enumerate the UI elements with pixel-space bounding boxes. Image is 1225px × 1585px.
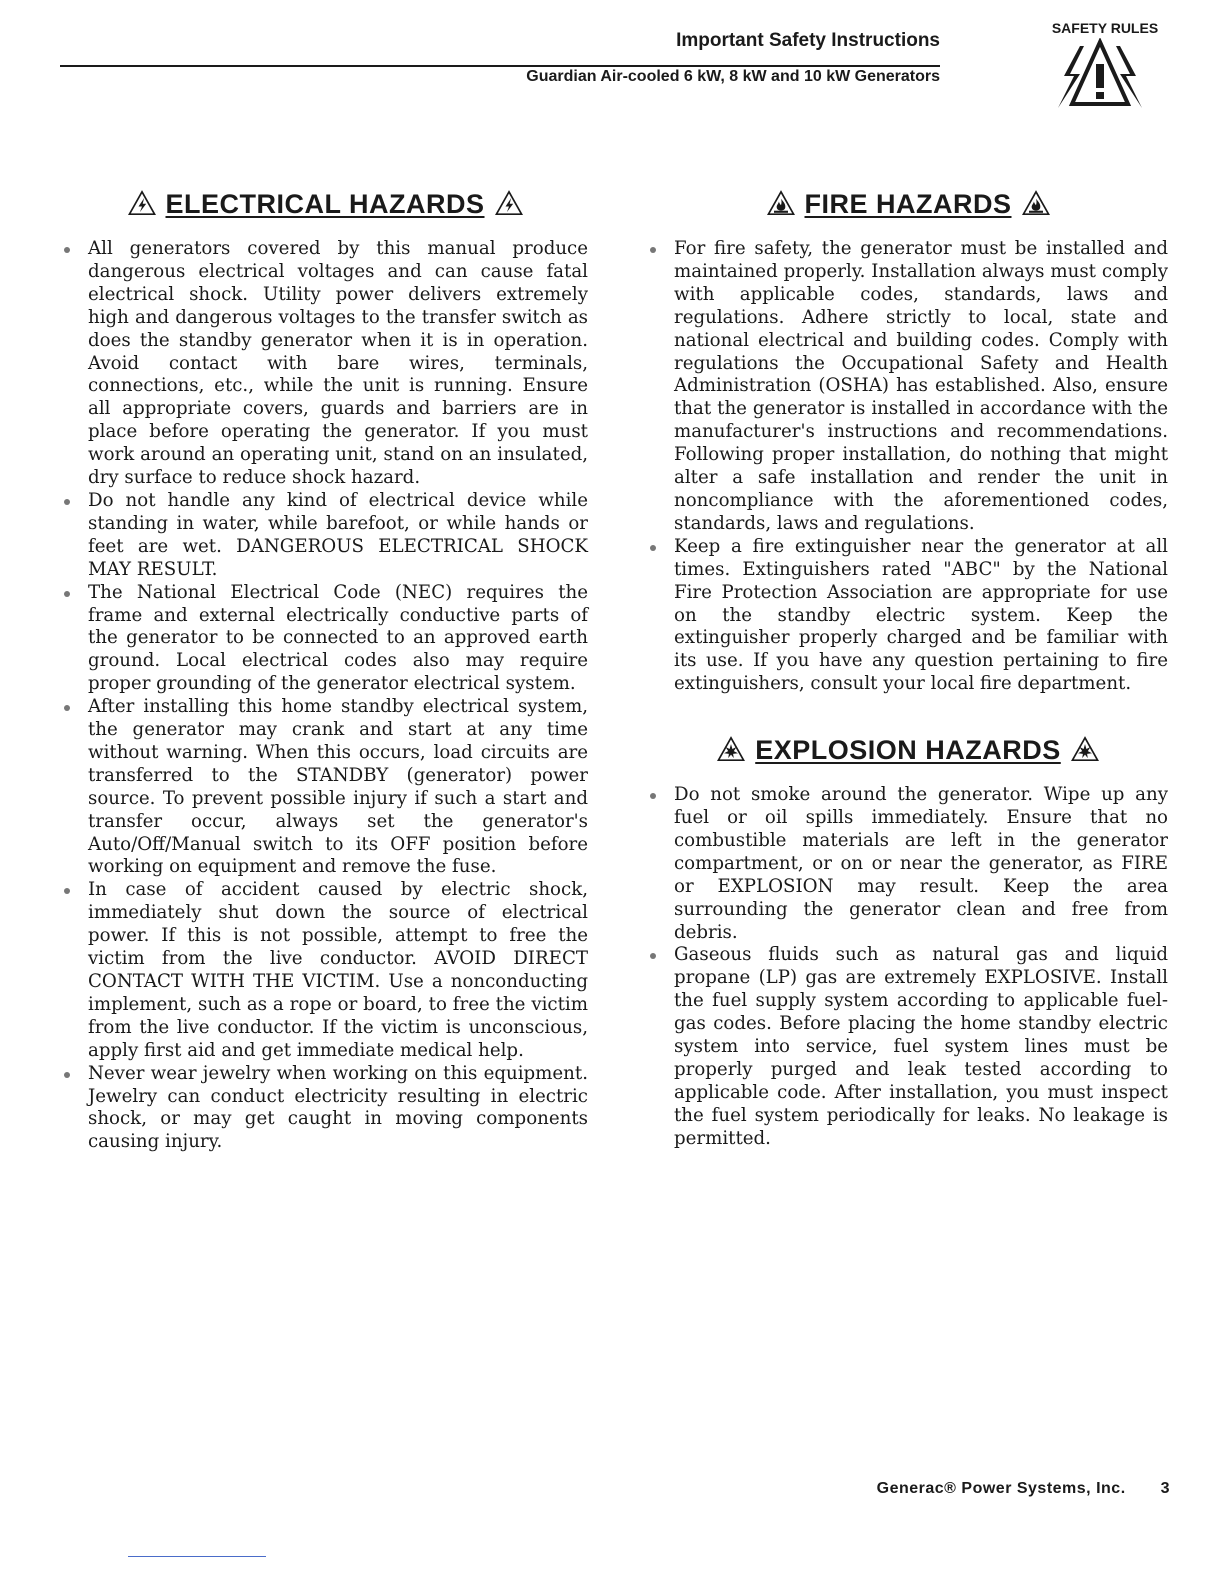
header-subtitle: Guardian Air-cooled 6 kW, 8 kW and 10 kW Generators: [526, 68, 940, 85]
list-item: For fire safety, the generator must be installed and maintained properly. Installation always must comply with applicable codes, standards, laws and regulations. Adhere strictly to local, state and national electrical and building codes. Comply with regulations the Occupational Safety and Health Administration (OSHA) has established. Also, ensure that the generator is installed in accordance with the manufacturer's instructions and recommendations. Following proper installation, do nothing that might alter a safe installation and render the unit in noncompliance with the aforementioned codes, standards, laws and regulations.: [648, 238, 1168, 536]
footer-company: Generac® Power Systems, Inc.: [876, 1480, 1126, 1497]
fire-hazards-list: [648, 238, 1168, 696]
fire-warning-icon: [1022, 190, 1050, 216]
list-item: After installing this home standby electrical system, the generator may crank and start at any time without warning. When this occurs, load circuits are transferred to the STANDBY (generator) power source. To prevent possible injury if such a start and transfer occur, always set the generator's Auto/Off/Manual switch to its OFF position before working on equipment and remove the fuse.: [62, 696, 588, 879]
bottom-rule: [128, 1556, 266, 1557]
electrical-hazards-heading: [62, 180, 588, 220]
explosion-warning-icon: [1071, 736, 1099, 762]
electric-warning-icon: [495, 190, 523, 216]
header-title: Important Safety Instructions: [676, 30, 940, 51]
page-number: 3: [1160, 1480, 1170, 1497]
electrical-hazards-title: ELECTRICAL HAZARDS: [165, 189, 485, 219]
list-item: Keep a fire extinguisher near the generator at all times. Extinguishers rated "ABC" by the National Fire Protection Association are appropriate for use on the standby electric system. Keep the extinguisher properly charged and be familiar with its use. If you have any question pertaining to fire extinguishers, consult your local fire department.: [648, 536, 1168, 696]
list-item: Do not smoke around the generator. Wipe up any fuel or oil spills immediately. Ensure that no combustible materials are left in the generator compartment, or on or near the generator, as FIRE or EXPLOSION may result. Keep the area surrounding the generator clean and free from debris.: [648, 784, 1168, 944]
shock-warning-icon: [1040, 38, 1160, 110]
list-item: The National Electrical Code (NEC) requires the frame and external electrically conductive parts of the generator to be connected to an approved earth ground. Local electrical codes also may require proper grounding of the generator electrical system.: [62, 582, 588, 697]
left-column: [62, 180, 588, 1154]
fire-warning-icon: [767, 190, 795, 216]
fire-hazards-heading: [648, 180, 1168, 220]
right-column: [648, 180, 1168, 1151]
electrical-hazards-list: [62, 238, 588, 1154]
list-item: Gaseous fluids such as natural gas and liquid propane (LP) gas are extremely EXPLOSIVE. Install the fuel supply system according to applicable fuel-gas codes. Before placing the home standby electric system into service, fuel system lines must be properly purged and leak tested according to applicable code. After installation, you must inspect the fuel system periodically for leaks. No leakage is permitted.: [648, 944, 1168, 1150]
header-rule: [60, 65, 940, 67]
electric-warning-icon: [128, 190, 156, 216]
list-item: Never wear jewelry when working on this equipment. Jewelry can conduct electricity resulting in electric shock, or may get caught in moving components causing injury.: [62, 1063, 588, 1155]
explosion-warning-icon: [717, 736, 745, 762]
explosion-hazards-list: [648, 784, 1168, 1151]
page-footer: [780, 1480, 1170, 1498]
explosion-hazards-heading: [648, 726, 1168, 766]
list-item: In case of accident caused by electric shock, immediately shut down the source of electrical power. If this is not possible, attempt to free the victim from the live conductor. AVOID DIRECT CONTACT WITH THE VICTIM. Use a nonconducting implement, such as a rope or board, to free the victim from the live conductor. If the victim is unconscious, apply first aid and get immediate medical help.: [62, 879, 588, 1062]
list-item: Do not handle any kind of electrical device while standing in water, while barefoot, or while hands or feet are wet. DANGEROUS ELECTRICAL SHOCK MAY RESULT.: [62, 490, 588, 582]
explosion-hazards-title: EXPLOSION HAZARDS: [755, 735, 1061, 766]
fire-hazards-title: FIRE HAZARDS: [804, 189, 1012, 219]
list-item: All generators covered by this manual produce dangerous electrical voltages and can cause fatal electrical shock. Utility power delivers extremely high and dangerous voltages to the transfer switch as does the standby generator when it is in operation. Avoid contact with bare wires, terminals, connections, etc., while the unit is running. Ensure all appropriate covers, guards and barriers are in place before operating the generator. If you must work around an operating unit, stand on an insulated, dry surface to reduce shock hazard.: [62, 238, 588, 490]
safety-rules-label: SAFETY RULES: [1051, 20, 1159, 36]
